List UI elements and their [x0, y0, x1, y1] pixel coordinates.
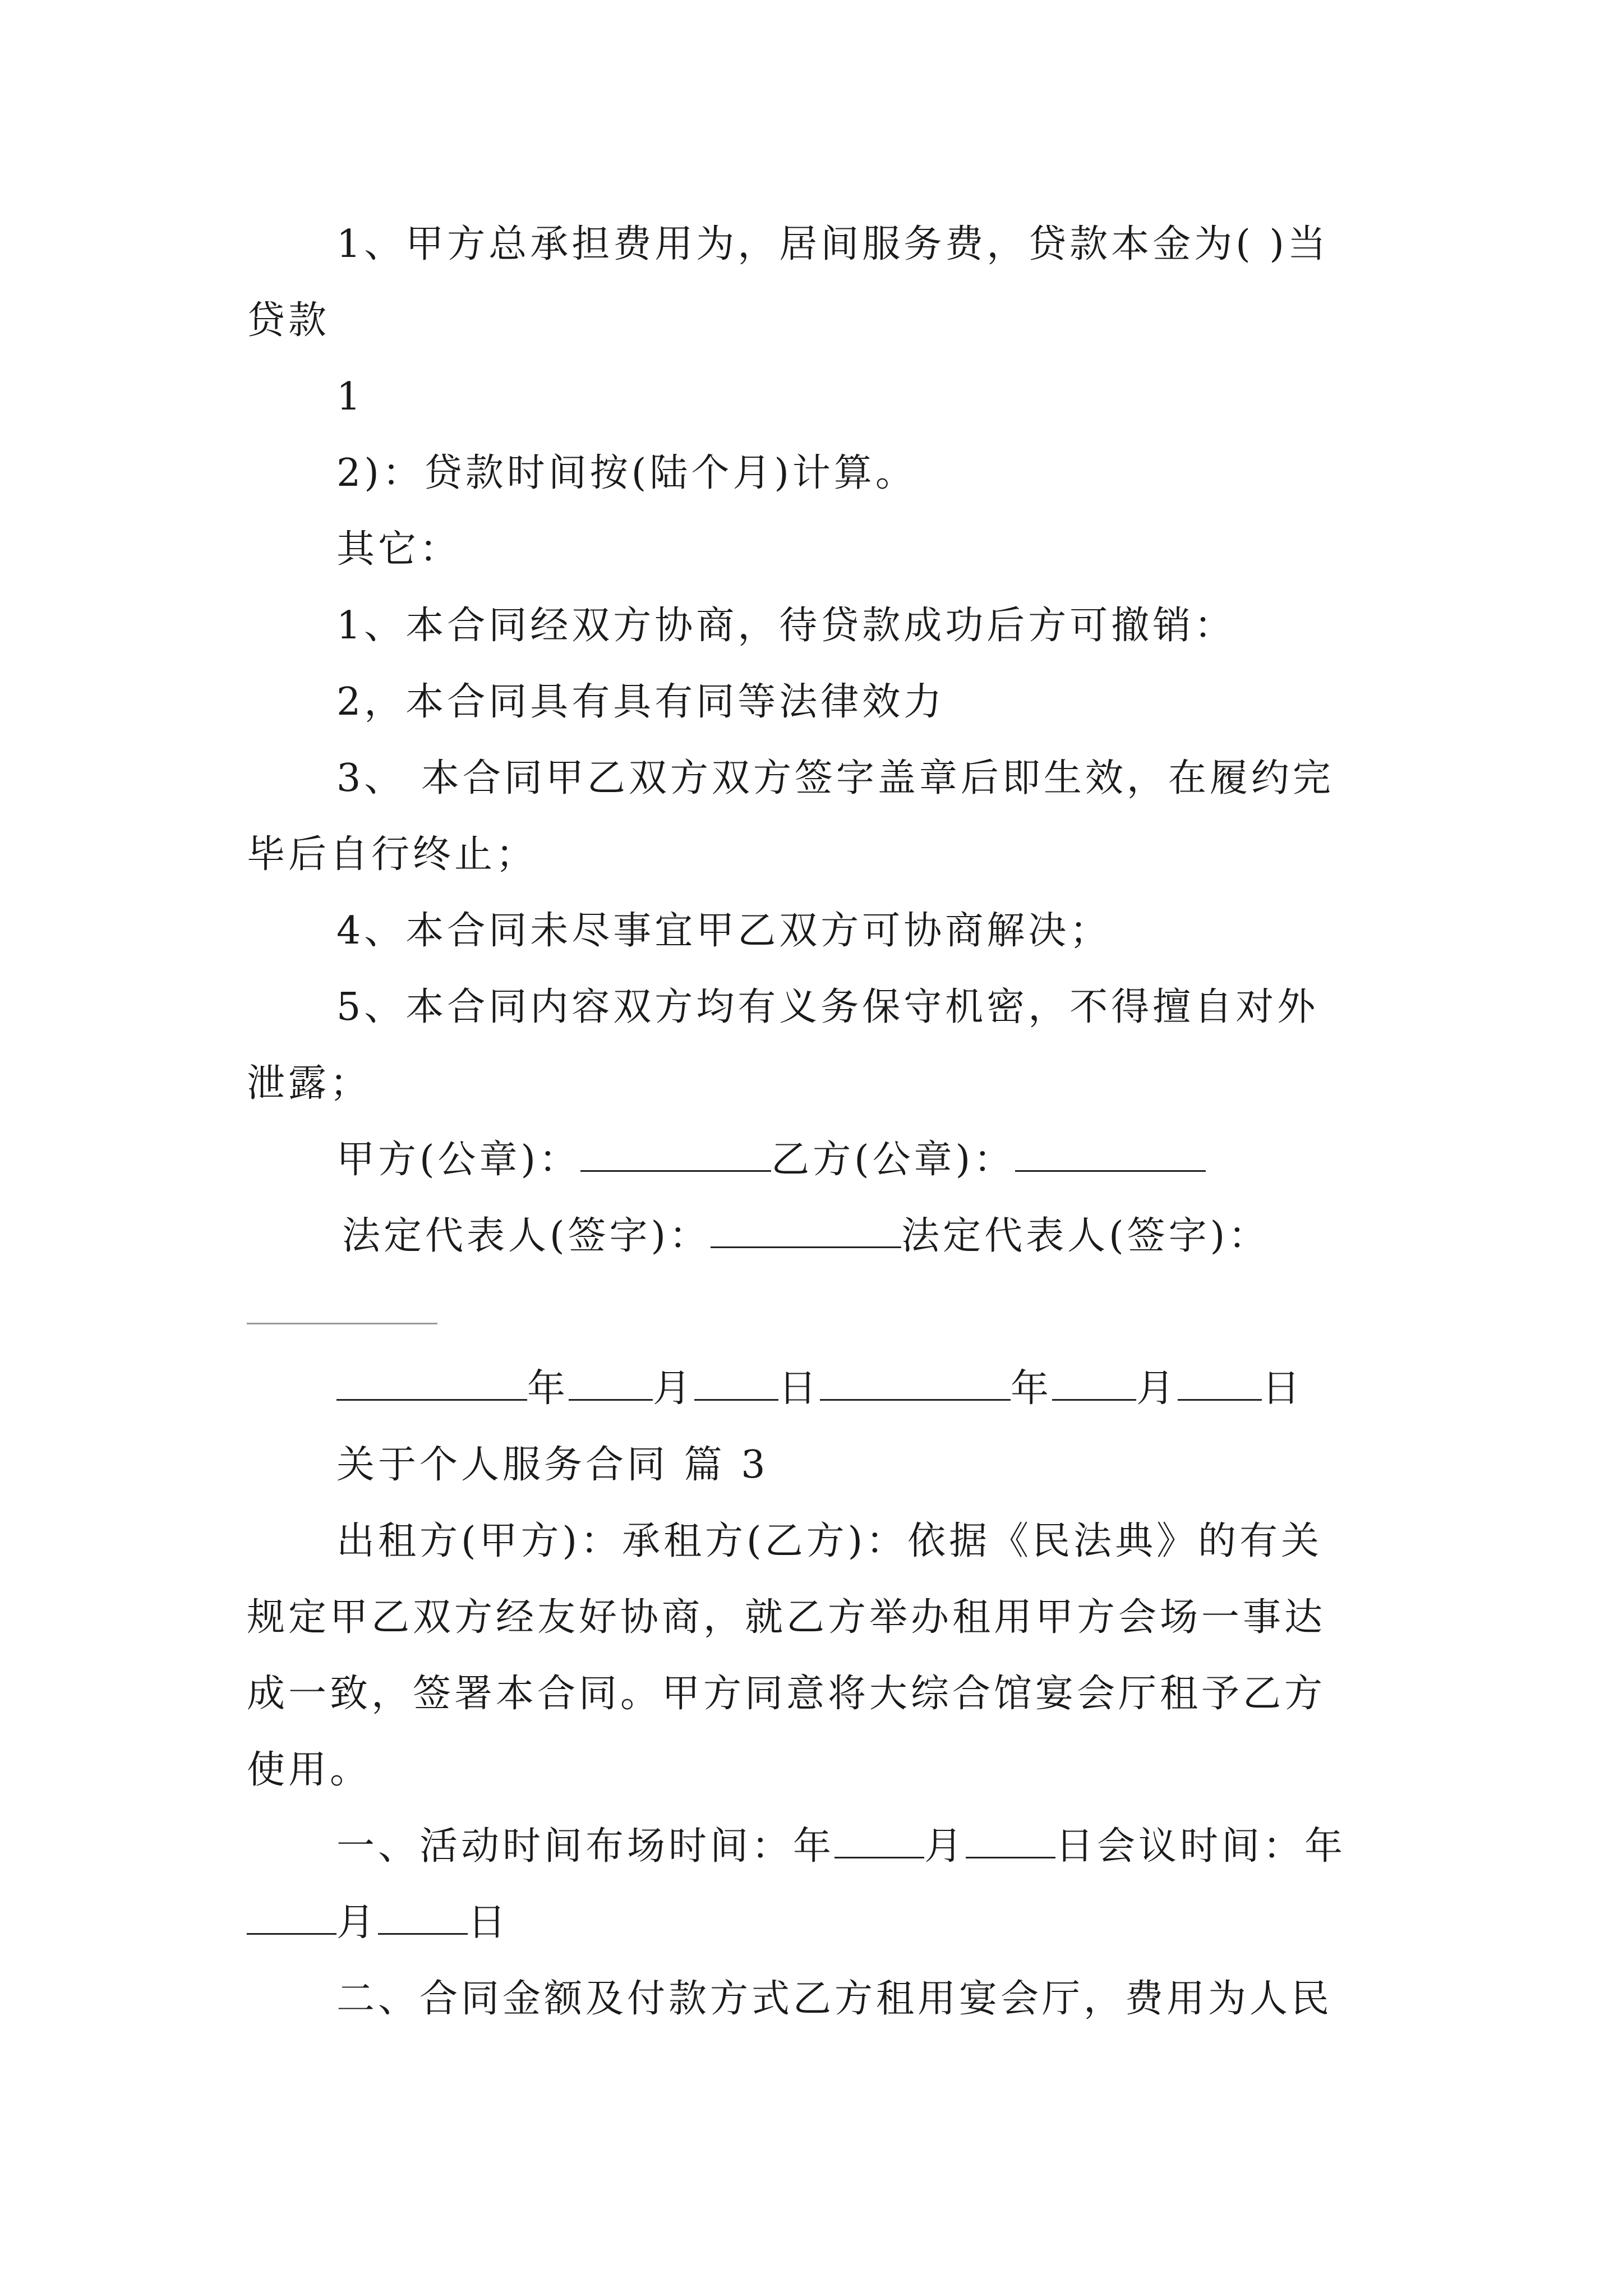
rep-b-blank — [247, 1286, 437, 1324]
seal-line — [336, 1133, 1206, 1187]
paragraph-line: 1、甲方总承担费用为，居间服务费，贷款本金为( )当 — [336, 222, 1329, 266]
paragraph-line: 5、本合同内容双方均有义务保守机密，不得擅自对外 — [336, 985, 1319, 1029]
paragraph-line: 1 — [336, 375, 365, 419]
section-heading: 关于个人服务合同 篇 3 — [336, 1443, 769, 1487]
activity-time-line-2 — [247, 1896, 509, 1950]
paragraph-line: 出租方(甲方)：承租方(乙方)：依据《民法典》的有关 — [336, 1519, 1323, 1563]
meeting-day: 日 — [468, 1901, 510, 1945]
activity-month-blank — [834, 1820, 924, 1858]
paragraph-line: 其它： — [336, 527, 462, 572]
rep-a-blank — [711, 1209, 901, 1248]
paragraph-line: 1、本合同经双方协商，待贷款成功后方可撤销： — [336, 604, 1236, 648]
rep-b-label: 法定代表人(签字)： — [901, 1214, 1270, 1258]
activity-time-line — [336, 1820, 1346, 1874]
activity-month: 月 — [924, 1824, 966, 1869]
day-label-a: 日 — [778, 1366, 820, 1411]
party-b-seal-label: 乙方(公章)： — [771, 1138, 1016, 1182]
rep-b-blank-line — [247, 1286, 437, 1340]
paragraph-line: 2，本合同具有具有同等法律效力 — [336, 680, 946, 724]
meeting-month: 月 — [336, 1901, 379, 1945]
month-label-b: 月 — [1136, 1366, 1178, 1411]
day-blank-a — [694, 1362, 778, 1401]
paragraph-line: 2)：贷款时间按(陆个月)计算。 — [336, 451, 917, 495]
month-blank-b — [1052, 1362, 1136, 1401]
meeting-month-blank — [247, 1896, 336, 1935]
paragraph-line: 二、合同金额及付款方式乙方租用宴会厅，费用为人民 — [336, 1977, 1333, 2021]
party-a-seal-label: 甲方(公章)： — [336, 1138, 581, 1182]
rep-a-label: 法定代表人(签字)： — [342, 1214, 711, 1258]
paragraph-line: 4、本合同未尽事宜甲乙双方可协商解决； — [336, 909, 1112, 953]
month-label-a: 月 — [653, 1366, 695, 1411]
paragraph-line: 泄露； — [247, 1061, 372, 1106]
day-blank-b — [1178, 1362, 1262, 1401]
party-b-seal-blank — [1015, 1133, 1206, 1172]
month-blank-a — [569, 1362, 653, 1401]
meeting-day-blank — [378, 1896, 468, 1935]
paragraph-line: 贷款 — [247, 298, 330, 343]
representative-line — [342, 1209, 1270, 1263]
activity-mid: 日会议时间：年 — [1055, 1824, 1347, 1869]
day-label-b: 日 — [1262, 1366, 1304, 1411]
activity-day-blank — [966, 1820, 1055, 1858]
paragraph-line: 使用。 — [247, 1748, 372, 1792]
year-label-a: 年 — [527, 1366, 569, 1411]
paragraph-line: 毕后自行终止； — [247, 832, 538, 877]
paragraph-line: 规定甲乙双方经友好协商，就乙方举办租用甲方会场一事达 — [247, 1595, 1326, 1640]
party-a-seal-blank — [580, 1133, 771, 1172]
paragraph-line: 3、 本合同甲乙双方双方签字盖章后即生效，在履约完 — [336, 756, 1334, 800]
year-blank-a — [336, 1362, 527, 1401]
year-label-b: 年 — [1011, 1366, 1053, 1411]
activity-label: 一、活动时间布场时间：年 — [336, 1824, 835, 1869]
paragraph-line: 成一致，签署本合同。甲方同意将大综合馆宴会厅租予乙方 — [247, 1672, 1326, 1716]
date-line — [336, 1362, 1303, 1416]
year-blank-b — [820, 1362, 1011, 1401]
